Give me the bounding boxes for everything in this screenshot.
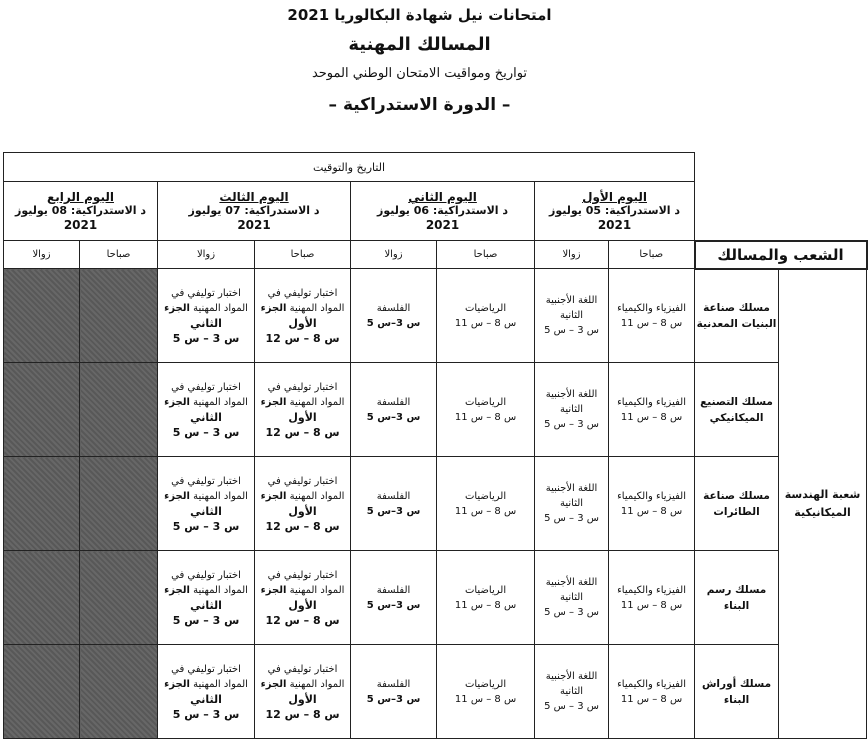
empty-slot <box>4 457 80 551</box>
exam-foreign-language: اللغة الأجنبية الثانية س 3 – س 5 <box>535 363 609 457</box>
exam-synthesis-part-2: اختبار توليفي في المواد المهنية الجزء الثاني س 3 – س 5 <box>158 269 255 363</box>
exam-synthesis-part-1: اختبار توليفي في المواد المهنية الجزء الأول س 8 – س 12 <box>255 269 351 363</box>
exam-physics-chemistry: الفيزياء والكيمياء س 8 – س 11 <box>609 269 695 363</box>
day-1-header: اليوم الأول د الاستدراكية: 05 يوليوز 2021 <box>535 182 695 241</box>
exam-synthesis-part-1: اختبار توليفي في المواد المهنية الجزء الأول س 8 – س 12 <box>255 551 351 645</box>
table-row <box>4 457 867 551</box>
table-row <box>4 363 867 457</box>
morning-header: صباحا <box>437 241 535 269</box>
afternoon-header: زوالا <box>4 241 80 269</box>
day-2-header: اليوم الثاني د الاستدراكية: 06 يوليوز 2021 <box>351 182 535 241</box>
empty-slot <box>80 645 158 739</box>
empty-slot <box>80 457 158 551</box>
table-row <box>4 269 867 363</box>
exam-physics-chemistry: الفيزياء والكيمياء س 8 – س 11 <box>609 457 695 551</box>
empty-slot <box>4 269 80 363</box>
exam-mathematics: الرياضيات س 8 – س 11 <box>437 645 535 739</box>
day-3-header: اليوم الثالث د الاستدراكية: 07 يوليوز 2021 <box>158 182 351 241</box>
exam-synthesis-part-2: اختبار توليفي في المواد المهنية الجزء الثاني س 3 – س 5 <box>158 363 255 457</box>
exam-foreign-language: اللغة الأجنبية الثانية س 3 – س 5 <box>535 645 609 739</box>
exam-philosophy: الفلسفة س 3–س 5 <box>351 551 437 645</box>
exam-foreign-language: اللغة الأجنبية الثانية س 3 – س 5 <box>535 551 609 645</box>
empty-slot <box>4 363 80 457</box>
schedule-table <box>3 152 868 739</box>
morning-header: صباحا <box>609 241 695 269</box>
empty-slot <box>80 269 158 363</box>
afternoon-header: زوالا <box>535 241 609 269</box>
exam-philosophy: الفلسفة س 3–س 5 <box>351 645 437 739</box>
exam-mathematics: الرياضيات س 8 – س 11 <box>437 457 535 551</box>
exam-title: امتحانات نيل شهادة البكالوريا 2021 <box>287 6 552 24</box>
schedule-subtitle: تواريخ ومواقيت الامتحان الوطني الموحد <box>311 66 528 81</box>
exam-synthesis-part-2: اختبار توليفي في المواد المهنية الجزء الثاني س 3 – س 5 <box>158 551 255 645</box>
afternoon-header: زوالا <box>158 241 255 269</box>
exam-synthesis-part-2: اختبار توليفي في المواد المهنية الجزء الثاني س 3 – س 5 <box>158 457 255 551</box>
exam-philosophy: الفلسفة س 3–س 5 <box>351 457 437 551</box>
exam-mathematics: الرياضيات س 8 – س 11 <box>437 551 535 645</box>
day-4-header: اليوم الرابع د الاستدراكية: 08 يوليوز 2021 <box>4 182 158 241</box>
morning-header: صباحا <box>255 241 351 269</box>
track-category-title: المسالك المهنية <box>348 34 491 55</box>
exam-philosophy: الفلسفة س 3–س 5 <box>351 363 437 457</box>
morning-header: صباحا <box>80 241 158 269</box>
table-row <box>4 551 867 645</box>
exam-physics-chemistry: الفيزياء والكيمياء س 8 – س 11 <box>609 363 695 457</box>
branches-header: الشعب والمسالك <box>695 241 867 269</box>
empty-slot <box>80 363 158 457</box>
exam-synthesis-part-2: اختبار توليفي في المواد المهنية الجزء الثاني س 3 – س 5 <box>158 645 255 739</box>
exam-synthesis-part-1: اختبار توليفي في المواد المهنية الجزء الأول س 8 – س 12 <box>255 363 351 457</box>
table-row <box>4 645 867 739</box>
exam-physics-chemistry: الفيزياء والكيمياء س 8 – س 11 <box>609 551 695 645</box>
afternoon-header: زوالا <box>351 241 437 269</box>
field-name: شعبة الهندسة الميكانيكية <box>779 269 867 739</box>
track-name: مسلك أوراش البناء <box>695 645 779 739</box>
track-name: مسلك صناعة الطائرات <box>695 457 779 551</box>
session-title: – الدورة الاستدراكية – <box>328 95 511 115</box>
exam-synthesis-part-1: اختبار توليفي في المواد المهنية الجزء الأول س 8 – س 12 <box>255 457 351 551</box>
empty-slot <box>80 551 158 645</box>
exam-philosophy: الفلسفة س 3–س 5 <box>351 269 437 363</box>
date-time-header: التاريخ والتوقيت <box>4 153 695 182</box>
exam-mathematics: الرياضيات س 8 – س 11 <box>437 363 535 457</box>
track-name: مسلك التصنيع الميكانيكي <box>695 363 779 457</box>
track-name: مسلك رسم البناء <box>695 551 779 645</box>
exam-physics-chemistry: الفيزياء والكيمياء س 8 – س 11 <box>609 645 695 739</box>
track-name: مسلك صناعة البنيات المعدنية <box>695 269 779 363</box>
empty-slot <box>4 645 80 739</box>
exam-foreign-language: اللغة الأجنبية الثانية س 3 – س 5 <box>535 269 609 363</box>
exam-mathematics: الرياضيات س 8 – س 11 <box>437 269 535 363</box>
exam-synthesis-part-1: اختبار توليفي في المواد المهنية الجزء الأول س 8 – س 12 <box>255 645 351 739</box>
exam-foreign-language: اللغة الأجنبية الثانية س 3 – س 5 <box>535 457 609 551</box>
blank-corner-2 <box>695 182 867 241</box>
empty-slot <box>4 551 80 645</box>
blank-corner <box>695 153 867 182</box>
